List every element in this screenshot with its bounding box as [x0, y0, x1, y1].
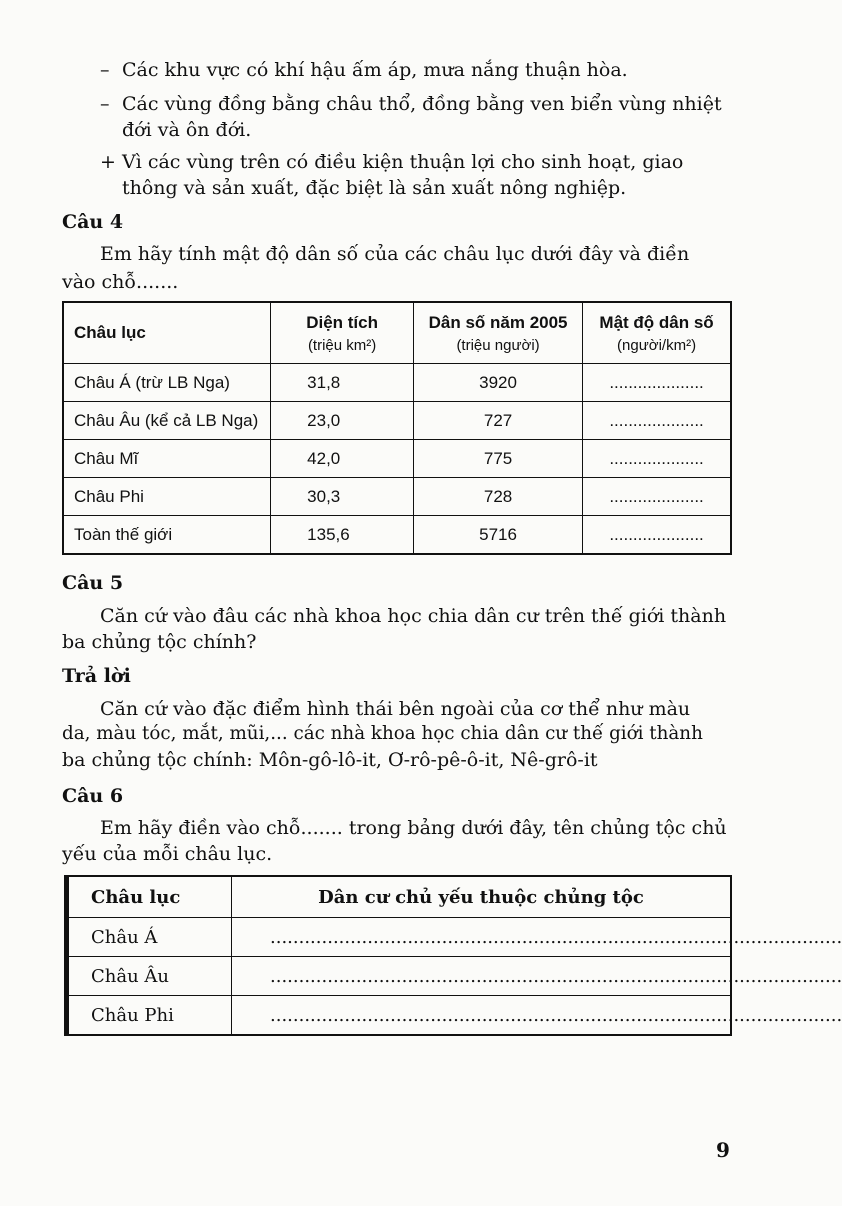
question-5-text: ba chủng tộc chính? — [62, 631, 257, 653]
area-cell: 23,0 — [271, 402, 414, 440]
table-row — [67, 957, 732, 996]
continent-cell: Châu Á — [67, 918, 232, 957]
question-5-heading: Câu 5 — [62, 572, 124, 594]
text-line: đới và ôn đới. — [122, 119, 252, 141]
text-line: thông và sản xuất, đặc biệt là sản xuất nông nghiệp. — [122, 177, 627, 199]
column-header-continent: Châu lục — [67, 876, 232, 918]
bullet-dash: – — [100, 59, 110, 81]
question-4-heading: Câu 4 — [62, 211, 124, 233]
density-blank[interactable]: .................... — [583, 516, 731, 555]
table-row — [63, 364, 731, 402]
continent-cell: Châu Á (trừ LB Nga) — [63, 364, 271, 402]
text-line: Các khu vực có khí hậu ấm áp, mưa nắng thuận hòa. — [122, 59, 628, 81]
table-row — [67, 996, 732, 1036]
population-cell: 775 — [414, 440, 583, 478]
continent-cell: Toàn thế giới — [63, 516, 271, 555]
density-blank[interactable]: .................... — [583, 440, 731, 478]
table-row — [63, 516, 731, 555]
question-6-text: Em hãy điền vào chỗ....... trong bảng dưới đây, tên chủng tộc chủ — [100, 817, 727, 839]
column-header-density: Mật độ dân số (người/km²) — [583, 302, 731, 364]
race-blank[interactable]: .................................................................................................... — [232, 996, 732, 1036]
density-blank[interactable]: .................... — [583, 478, 731, 516]
question-5-text: Căn cứ vào đâu các nhà khoa học chia dân cư trên thế giới thành — [100, 605, 727, 627]
table-row — [63, 478, 731, 516]
table-header-row — [63, 302, 731, 364]
answer-heading: Trả lời — [62, 665, 131, 687]
column-header-population: Dân số năm 2005 (triệu người) — [414, 302, 583, 364]
answer-text: Căn cứ vào đặc điểm hình thái bên ngoài của cơ thể như màu — [100, 698, 691, 720]
bullet-plus: + — [100, 151, 116, 173]
column-header-continent: Châu lục — [63, 302, 271, 364]
population-cell: 727 — [414, 402, 583, 440]
answer-text: ba chủng tộc chính: Môn-gô-lô-it, Ơ-rô-pê-ô-it, Nê-grô-it — [62, 749, 598, 771]
text-line: Vì các vùng trên có điều kiện thuận lợi cho sinh hoạt, giao — [122, 151, 684, 173]
continent-cell: Châu Phi — [63, 478, 271, 516]
race-blank[interactable]: .................................................................................................... — [232, 918, 732, 957]
area-cell: 30,3 — [271, 478, 414, 516]
page-number: 9 — [716, 1138, 730, 1162]
density-blank[interactable]: .................... — [583, 364, 731, 402]
race-blank[interactable]: .................................................................................................... — [232, 957, 732, 996]
answer-text: da, màu tóc, mắt, mũi,... các nhà khoa học chia dân cư thế giới thành — [62, 723, 703, 744]
density-blank[interactable]: .................... — [583, 402, 731, 440]
population-cell: 3920 — [414, 364, 583, 402]
population-density-table — [62, 301, 732, 555]
question-4-text: vào chỗ....... — [62, 271, 179, 293]
question-6-text: yếu của mỗi châu lục. — [62, 843, 273, 865]
column-header-race: Dân cư chủ yếu thuộc chủng tộc — [232, 876, 732, 918]
bullet-dash: – — [100, 93, 110, 115]
population-cell: 5716 — [414, 516, 583, 555]
area-cell: 135,6 — [271, 516, 414, 555]
area-cell: 42,0 — [271, 440, 414, 478]
table-header-row — [67, 876, 732, 918]
area-cell: 31,8 — [271, 364, 414, 402]
question-4-text: Em hãy tính mật độ dân số của các châu lục dưới đây và điền — [100, 243, 690, 265]
text-line: Các vùng đồng bằng châu thổ, đồng bằng ven biển vùng nhiệt — [122, 93, 722, 115]
race-table — [64, 875, 842, 1036]
continent-cell: Châu Phi — [67, 996, 232, 1036]
continent-cell: Châu Mĩ — [63, 440, 271, 478]
population-cell: 728 — [414, 478, 583, 516]
continent-cell: Châu Âu (kể cả LB Nga) — [63, 402, 271, 440]
table-row — [63, 402, 731, 440]
column-header-area: Diện tích (triệu km²) — [271, 302, 414, 364]
table-row — [63, 440, 731, 478]
continent-cell: Châu Âu — [67, 957, 232, 996]
table-row — [67, 918, 732, 957]
question-6-heading: Câu 6 — [62, 785, 124, 807]
